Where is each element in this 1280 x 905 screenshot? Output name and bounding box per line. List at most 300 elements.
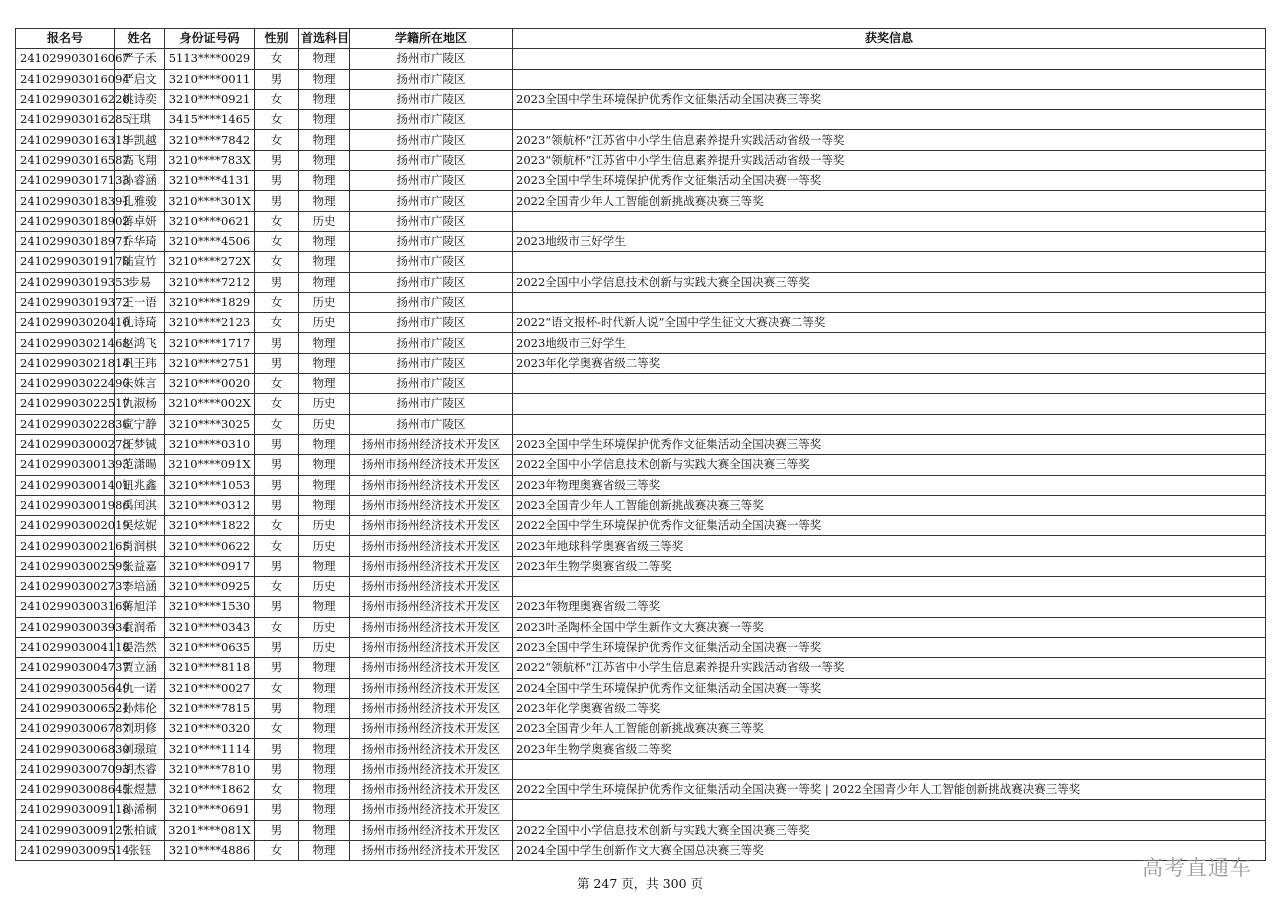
cell-name: 孙睿涵 bbox=[115, 171, 165, 191]
cell-awards: 2024全国中学生环境保护优秀作文征集活动全国决赛一等奖 bbox=[513, 678, 1266, 698]
cell-region: 扬州市扬州经济技术开发区 bbox=[350, 495, 513, 515]
cell-awards: 2022“领航杯”江苏省中小学生信息素养提升实践活动省级一等奖 bbox=[513, 658, 1266, 678]
cell-gender: 女 bbox=[255, 231, 299, 251]
cell-registration-no: 241029903003169 bbox=[16, 597, 115, 617]
table-row bbox=[16, 313, 1266, 333]
cell-awards: 2023年化学奥赛省级二等奖 bbox=[513, 353, 1266, 373]
cell-id-number: 3210****272X bbox=[165, 252, 255, 272]
table-row bbox=[16, 840, 1266, 860]
cell-subject: 物理 bbox=[299, 89, 350, 109]
cell-id-number: 3210****7212 bbox=[165, 272, 255, 292]
cell-registration-no: 241029903022836 bbox=[16, 414, 115, 434]
cell-region: 扬州市扬州经济技术开发区 bbox=[350, 536, 513, 556]
cell-registration-no: 241029903022517 bbox=[16, 394, 115, 414]
cell-awards: 2024全国中学生创新作文大赛全国总决赛三等奖 bbox=[513, 840, 1266, 860]
cell-region: 扬州市广陵区 bbox=[350, 191, 513, 211]
cell-awards: 2023地级市三好学生 bbox=[513, 333, 1266, 353]
cell-subject: 物理 bbox=[299, 495, 350, 515]
cell-subject: 物理 bbox=[299, 719, 350, 739]
cell-gender: 男 bbox=[255, 191, 299, 211]
cell-subject: 物理 bbox=[299, 475, 350, 495]
cell-id-number: 3210****4886 bbox=[165, 840, 255, 860]
cell-region: 扬州市扬州经济技术开发区 bbox=[350, 637, 513, 657]
cell-subject: 物理 bbox=[299, 434, 350, 454]
cell-gender: 女 bbox=[255, 313, 299, 333]
cell-awards: 2023年地球科学奥赛省级三等奖 bbox=[513, 536, 1266, 556]
cell-region: 扬州市广陵区 bbox=[350, 272, 513, 292]
cell-registration-no: 241029903000278 bbox=[16, 434, 115, 454]
cell-subject: 物理 bbox=[299, 272, 350, 292]
table-body bbox=[16, 49, 1266, 861]
cell-name: 李培涵 bbox=[115, 577, 165, 597]
cell-subject: 历史 bbox=[299, 617, 350, 637]
cell-subject: 物理 bbox=[299, 658, 350, 678]
cell-gender: 男 bbox=[255, 556, 299, 576]
cell-name: 刘玥修 bbox=[115, 719, 165, 739]
table-row bbox=[16, 577, 1266, 597]
cell-id-number: 3210****0343 bbox=[165, 617, 255, 637]
cell-name: 胡杰睿 bbox=[115, 759, 165, 779]
cell-id-number: 3210****8118 bbox=[165, 658, 255, 678]
cell-awards: 2023全国青少年人工智能创新挑战赛决赛三等奖 bbox=[513, 495, 1266, 515]
cell-name: 孔雅骏 bbox=[115, 191, 165, 211]
cell-region: 扬州市广陵区 bbox=[350, 353, 513, 373]
cell-subject: 物理 bbox=[299, 171, 350, 191]
cell-id-number: 3210****0917 bbox=[165, 556, 255, 576]
cell-registration-no: 241029903001393 bbox=[16, 455, 115, 475]
table-row bbox=[16, 637, 1266, 657]
cell-awards bbox=[513, 414, 1266, 434]
cell-subject: 物理 bbox=[299, 556, 350, 576]
cell-subject: 物理 bbox=[299, 759, 350, 779]
cell-gender: 男 bbox=[255, 475, 299, 495]
cell-name: 乔华琦 bbox=[115, 231, 165, 251]
cell-name: 肖润棋 bbox=[115, 536, 165, 556]
cell-region: 扬州市扬州经济技术开发区 bbox=[350, 719, 513, 739]
cell-id-number: 3210****0027 bbox=[165, 678, 255, 698]
cell-name: 孙炜伦 bbox=[115, 698, 165, 718]
cell-awards: 2022全国中小学信息技术创新与实践大赛全国决赛三等奖 bbox=[513, 455, 1266, 475]
table-row bbox=[16, 658, 1266, 678]
table-row bbox=[16, 252, 1266, 272]
cell-name: 王一语 bbox=[115, 292, 165, 312]
cell-gender: 男 bbox=[255, 597, 299, 617]
cell-subject: 物理 bbox=[299, 455, 350, 475]
cell-subject: 物理 bbox=[299, 353, 350, 373]
table-row bbox=[16, 820, 1266, 840]
cell-gender: 男 bbox=[255, 171, 299, 191]
cell-name: 仇一诺 bbox=[115, 678, 165, 698]
table-row bbox=[16, 333, 1266, 353]
cell-registration-no: 241029903016226 bbox=[16, 89, 115, 109]
cell-subject: 历史 bbox=[299, 313, 350, 333]
cell-region: 扬州市扬州经济技术开发区 bbox=[350, 840, 513, 860]
cell-region: 扬州市扬州经济技术开发区 bbox=[350, 556, 513, 576]
cell-gender: 男 bbox=[255, 434, 299, 454]
cell-id-number: 3201****081X bbox=[165, 820, 255, 840]
cell-name: 毕凯越 bbox=[115, 130, 165, 150]
cell-registration-no: 241029903006830 bbox=[16, 739, 115, 759]
table-row bbox=[16, 719, 1266, 739]
cell-region: 扬州市广陵区 bbox=[350, 171, 513, 191]
table-row bbox=[16, 617, 1266, 637]
cell-name: 步易 bbox=[115, 272, 165, 292]
cell-awards: 2023全国中学生环境保护优秀作文征集活动全国决赛一等奖 bbox=[513, 637, 1266, 657]
cell-id-number: 3210****0691 bbox=[165, 800, 255, 820]
cell-region: 扬州市扬州经济技术开发区 bbox=[350, 516, 513, 536]
table-row bbox=[16, 394, 1266, 414]
cell-id-number: 3210****0622 bbox=[165, 536, 255, 556]
cell-name: 汪梦铖 bbox=[115, 434, 165, 454]
cell-gender: 男 bbox=[255, 820, 299, 840]
cell-id-number: 3210****1114 bbox=[165, 739, 255, 759]
table-row bbox=[16, 69, 1266, 89]
cell-name: 禹闰淇 bbox=[115, 495, 165, 515]
cell-awards: 2023全国中学生环境保护优秀作文征集活动全国决赛三等奖 bbox=[513, 434, 1266, 454]
cell-id-number: 3210****1829 bbox=[165, 292, 255, 312]
cell-subject: 物理 bbox=[299, 191, 350, 211]
cell-name: 严启文 bbox=[115, 69, 165, 89]
cell-region: 扬州市广陵区 bbox=[350, 110, 513, 130]
cell-id-number: 3210****1822 bbox=[165, 516, 255, 536]
cell-registration-no: 241029903005649 bbox=[16, 678, 115, 698]
cell-gender: 男 bbox=[255, 69, 299, 89]
cell-gender: 女 bbox=[255, 577, 299, 597]
cell-awards bbox=[513, 252, 1266, 272]
cell-gender: 女 bbox=[255, 394, 299, 414]
cell-id-number: 3210****0635 bbox=[165, 637, 255, 657]
cell-registration-no: 241029903019353 bbox=[16, 272, 115, 292]
cell-id-number: 3210****1053 bbox=[165, 475, 255, 495]
cell-gender: 男 bbox=[255, 495, 299, 515]
cell-region: 扬州市扬州经济技术开发区 bbox=[350, 678, 513, 698]
cell-subject: 物理 bbox=[299, 130, 350, 150]
cell-name: 蒋卓妍 bbox=[115, 211, 165, 231]
table-row bbox=[16, 597, 1266, 617]
cell-awards: 2023年物理奥赛省级三等奖 bbox=[513, 475, 1266, 495]
cell-registration-no: 241029903001986 bbox=[16, 495, 115, 515]
cell-name: 张益嘉 bbox=[115, 556, 165, 576]
cell-registration-no: 241029903002595 bbox=[16, 556, 115, 576]
cell-registration-no: 241029903016285 bbox=[16, 110, 115, 130]
cell-id-number: 3210****7842 bbox=[165, 130, 255, 150]
cell-id-number: 3210****7810 bbox=[165, 759, 255, 779]
table-row bbox=[16, 779, 1266, 799]
cell-subject: 物理 bbox=[299, 840, 350, 860]
table-row bbox=[16, 536, 1266, 556]
table-row bbox=[16, 130, 1266, 150]
cell-awards: 2023地级市三好学生 bbox=[513, 231, 1266, 251]
cell-gender: 男 bbox=[255, 353, 299, 373]
table-row bbox=[16, 292, 1266, 312]
cell-id-number: 3210****3025 bbox=[165, 414, 255, 434]
table-row bbox=[16, 678, 1266, 698]
cell-subject: 物理 bbox=[299, 374, 350, 394]
cell-gender: 男 bbox=[255, 739, 299, 759]
cell-region: 扬州市扬州经济技术开发区 bbox=[350, 739, 513, 759]
cell-region: 扬州市广陵区 bbox=[350, 313, 513, 333]
cell-gender: 女 bbox=[255, 516, 299, 536]
cell-name: 贾立涵 bbox=[115, 658, 165, 678]
cell-awards: 2022全国青少年人工智能创新挑战赛决赛三等奖 bbox=[513, 191, 1266, 211]
cell-id-number: 3210****4506 bbox=[165, 231, 255, 251]
cell-registration-no: 241029903008645 bbox=[16, 779, 115, 799]
cell-subject: 物理 bbox=[299, 779, 350, 799]
cell-subject: 物理 bbox=[299, 110, 350, 130]
cell-region: 扬州市广陵区 bbox=[350, 394, 513, 414]
cell-gender: 女 bbox=[255, 211, 299, 231]
cell-name: 汪琪 bbox=[115, 110, 165, 130]
cell-awards: 2022全国中小学信息技术创新与实践大赛全国决赛三等奖 bbox=[513, 272, 1266, 292]
cell-region: 扬州市广陵区 bbox=[350, 130, 513, 150]
cell-gender: 女 bbox=[255, 252, 299, 272]
cell-subject: 物理 bbox=[299, 820, 350, 840]
cell-gender: 女 bbox=[255, 110, 299, 130]
cell-subject: 物理 bbox=[299, 231, 350, 251]
cell-awards: 2023“领航杯”江苏省中小学生信息素养提升实践活动省级一等奖 bbox=[513, 130, 1266, 150]
table-row bbox=[16, 89, 1266, 109]
cell-awards bbox=[513, 394, 1266, 414]
cell-id-number: 3210****783X bbox=[165, 150, 255, 170]
cell-id-number: 3210****0312 bbox=[165, 495, 255, 515]
table-row bbox=[16, 434, 1266, 454]
cell-region: 扬州市扬州经济技术开发区 bbox=[350, 475, 513, 495]
cell-subject: 历史 bbox=[299, 637, 350, 657]
table-row bbox=[16, 211, 1266, 231]
cell-gender: 男 bbox=[255, 800, 299, 820]
cell-subject: 历史 bbox=[299, 577, 350, 597]
cell-region: 扬州市扬州经济技术开发区 bbox=[350, 434, 513, 454]
table-row bbox=[16, 374, 1266, 394]
cell-awards: 2023年生物学奥赛省级二等奖 bbox=[513, 556, 1266, 576]
cell-name: 宣宁静 bbox=[115, 414, 165, 434]
cell-registration-no: 241029903006521 bbox=[16, 698, 115, 718]
cell-awards: 2023全国青少年人工智能创新挑战赛决赛三等奖 bbox=[513, 719, 1266, 739]
cell-awards: 2022全国中学生环境保护优秀作文征集活动全国决赛一等奖 | 2022全国青少年人工智能创新挑战赛决赛三等奖 bbox=[513, 779, 1266, 799]
table-row bbox=[16, 516, 1266, 536]
table-row bbox=[16, 353, 1266, 373]
cell-region: 扬州市扬州经济技术开发区 bbox=[350, 577, 513, 597]
cell-name: 张煜慧 bbox=[115, 779, 165, 799]
cell-awards: 2023全国中学生环境保护优秀作文征集活动全国决赛三等奖 bbox=[513, 89, 1266, 109]
cell-id-number: 3210****002X bbox=[165, 394, 255, 414]
cell-registration-no: 241029903002737 bbox=[16, 577, 115, 597]
cell-id-number: 3210****0921 bbox=[165, 89, 255, 109]
cell-gender: 男 bbox=[255, 637, 299, 657]
cell-region: 扬州市广陵区 bbox=[350, 49, 513, 69]
cell-id-number: 3210****0011 bbox=[165, 69, 255, 89]
cell-name: 钮兆鑫 bbox=[115, 475, 165, 495]
header-name: 姓名 bbox=[115, 29, 165, 49]
cell-region: 扬州市广陵区 bbox=[350, 414, 513, 434]
cell-awards bbox=[513, 211, 1266, 231]
header-awards: 获奖信息 bbox=[513, 29, 1266, 49]
cell-id-number: 3210****1717 bbox=[165, 333, 255, 353]
cell-registration-no: 241029903021468 bbox=[16, 333, 115, 353]
cell-gender: 女 bbox=[255, 130, 299, 150]
cell-gender: 女 bbox=[255, 89, 299, 109]
cell-id-number: 3210****1530 bbox=[165, 597, 255, 617]
cell-region: 扬州市广陵区 bbox=[350, 89, 513, 109]
cell-registration-no: 241029903021814 bbox=[16, 353, 115, 373]
table-row bbox=[16, 414, 1266, 434]
cell-subject: 物理 bbox=[299, 698, 350, 718]
cell-awards: 2023全国中学生环境保护优秀作文征集活动全国决赛一等奖 bbox=[513, 171, 1266, 191]
cell-id-number: 3210****7815 bbox=[165, 698, 255, 718]
cell-id-number: 3210****0310 bbox=[165, 434, 255, 454]
cell-gender: 男 bbox=[255, 150, 299, 170]
cell-gender: 女 bbox=[255, 719, 299, 739]
table-row bbox=[16, 455, 1266, 475]
cell-registration-no: 241029903016094 bbox=[16, 69, 115, 89]
cell-name: 晏浩然 bbox=[115, 637, 165, 657]
cell-region: 扬州市扬州经济技术开发区 bbox=[350, 820, 513, 840]
header-id-number: 身份证号码 bbox=[165, 29, 255, 49]
cell-region: 扬州市扬州经济技术开发区 bbox=[350, 800, 513, 820]
table-row bbox=[16, 171, 1266, 191]
cell-id-number: 3210****0621 bbox=[165, 211, 255, 231]
cell-id-number: 3415****1465 bbox=[165, 110, 255, 130]
cell-gender: 男 bbox=[255, 455, 299, 475]
page-footer: 第 247 页，共 300 页 bbox=[576, 876, 704, 891]
cell-name: 仇淑杨 bbox=[115, 394, 165, 414]
cell-name: 孙浠桐 bbox=[115, 800, 165, 820]
cell-awards bbox=[513, 49, 1266, 69]
cell-registration-no: 241029903002165 bbox=[16, 536, 115, 556]
cell-id-number: 3210****091X bbox=[165, 455, 255, 475]
cell-registration-no: 241029903002019 bbox=[16, 516, 115, 536]
cell-registration-no: 241029903016587 bbox=[16, 150, 115, 170]
cell-subject: 物理 bbox=[299, 150, 350, 170]
cell-gender: 女 bbox=[255, 374, 299, 394]
cell-name: 张柏诚 bbox=[115, 820, 165, 840]
table-row bbox=[16, 759, 1266, 779]
cell-gender: 女 bbox=[255, 536, 299, 556]
cell-gender: 女 bbox=[255, 292, 299, 312]
cell-awards bbox=[513, 759, 1266, 779]
header-registration-no: 报名号 bbox=[16, 29, 115, 49]
cell-gender: 女 bbox=[255, 779, 299, 799]
cell-awards bbox=[513, 69, 1266, 89]
table-row bbox=[16, 272, 1266, 292]
cell-subject: 历史 bbox=[299, 292, 350, 312]
header-gender: 性别 bbox=[255, 29, 299, 49]
cell-registration-no: 241029903007093 bbox=[16, 759, 115, 779]
cell-name: 张钰 bbox=[115, 840, 165, 860]
cell-region: 扬州市广陵区 bbox=[350, 211, 513, 231]
cell-registration-no: 241029903006787 bbox=[16, 719, 115, 739]
cell-subject: 物理 bbox=[299, 252, 350, 272]
cell-region: 扬州市扬州经济技术开发区 bbox=[350, 779, 513, 799]
cell-name: 陆宣竹 bbox=[115, 252, 165, 272]
cell-gender: 女 bbox=[255, 414, 299, 434]
cell-region: 扬州市广陵区 bbox=[350, 231, 513, 251]
cell-name: 范潇暘 bbox=[115, 455, 165, 475]
cell-registration-no: 241029903016067 bbox=[16, 49, 115, 69]
cell-awards bbox=[513, 292, 1266, 312]
cell-awards: 2022全国中小学信息技术创新与实践大赛全国决赛三等奖 bbox=[513, 820, 1266, 840]
cell-id-number: 3210****2751 bbox=[165, 353, 255, 373]
cell-awards: 2022全国中学生环境保护优秀作文征集活动全国决赛一等奖 bbox=[513, 516, 1266, 536]
cell-awards: 2023年生物学奥赛省级二等奖 bbox=[513, 739, 1266, 759]
cell-id-number: 3210****301X bbox=[165, 191, 255, 211]
cell-id-number: 3210****0925 bbox=[165, 577, 255, 597]
cell-subject: 历史 bbox=[299, 211, 350, 231]
cell-region: 扬州市扬州经济技术开发区 bbox=[350, 759, 513, 779]
table-row bbox=[16, 49, 1266, 69]
cell-awards bbox=[513, 110, 1266, 130]
cell-name: 孔诗琦 bbox=[115, 313, 165, 333]
cell-region: 扬州市扬州经济技术开发区 bbox=[350, 455, 513, 475]
cell-registration-no: 241029903022490 bbox=[16, 374, 115, 394]
cell-subject: 物理 bbox=[299, 678, 350, 698]
table-row bbox=[16, 556, 1266, 576]
cell-registration-no: 241029903018391 bbox=[16, 191, 115, 211]
cell-subject: 历史 bbox=[299, 516, 350, 536]
cell-region: 扬州市广陵区 bbox=[350, 150, 513, 170]
cell-name: 朱姝言 bbox=[115, 374, 165, 394]
cell-registration-no: 241029903016313 bbox=[16, 130, 115, 150]
cell-gender: 男 bbox=[255, 759, 299, 779]
cell-name: 吴炫妮 bbox=[115, 516, 165, 536]
cell-registration-no: 241029903003934 bbox=[16, 617, 115, 637]
table-row bbox=[16, 191, 1266, 211]
cell-region: 扬州市扬州经济技术开发区 bbox=[350, 597, 513, 617]
watermark: 高考直通车 bbox=[1142, 856, 1252, 880]
cell-registration-no: 241029903004737 bbox=[16, 658, 115, 678]
header-region: 学籍所在地区 bbox=[350, 29, 513, 49]
cell-subject: 历史 bbox=[299, 394, 350, 414]
cell-region: 扬州市广陵区 bbox=[350, 69, 513, 89]
cell-awards bbox=[513, 374, 1266, 394]
cell-region: 扬州市广陵区 bbox=[350, 333, 513, 353]
cell-name: 袁润希 bbox=[115, 617, 165, 637]
cell-registration-no: 241029903020410 bbox=[16, 313, 115, 333]
cell-id-number: 3210****2123 bbox=[165, 313, 255, 333]
cell-gender: 女 bbox=[255, 840, 299, 860]
cell-registration-no: 241029903017133 bbox=[16, 171, 115, 191]
cell-name: 严子禾 bbox=[115, 49, 165, 69]
cell-subject: 物理 bbox=[299, 597, 350, 617]
cell-gender: 女 bbox=[255, 678, 299, 698]
cell-region: 扬州市扬州经济技术开发区 bbox=[350, 698, 513, 718]
cell-id-number: 3210****0020 bbox=[165, 374, 255, 394]
cell-registration-no: 241029903001401 bbox=[16, 475, 115, 495]
cell-subject: 历史 bbox=[299, 536, 350, 556]
cell-gender: 男 bbox=[255, 658, 299, 678]
table-row bbox=[16, 231, 1266, 251]
table-row bbox=[16, 739, 1266, 759]
cell-subject: 物理 bbox=[299, 49, 350, 69]
cell-gender: 女 bbox=[255, 617, 299, 637]
cell-name: 高飞翔 bbox=[115, 150, 165, 170]
cell-name: 刘璟瑄 bbox=[115, 739, 165, 759]
cell-registration-no: 241029903009118 bbox=[16, 800, 115, 820]
cell-registration-no: 241029903018902 bbox=[16, 211, 115, 231]
cell-subject: 物理 bbox=[299, 333, 350, 353]
table-row bbox=[16, 698, 1266, 718]
cell-awards bbox=[513, 800, 1266, 820]
cell-gender: 男 bbox=[255, 333, 299, 353]
awards-table bbox=[15, 28, 1266, 861]
cell-gender: 男 bbox=[255, 272, 299, 292]
cell-region: 扬州市扬州经济技术开发区 bbox=[350, 658, 513, 678]
cell-region: 扬州市广陵区 bbox=[350, 292, 513, 312]
cell-awards: 2023“领航杯”江苏省中小学生信息素养提升实践活动省级一等奖 bbox=[513, 150, 1266, 170]
cell-awards: 2023年物理奥赛省级二等奖 bbox=[513, 597, 1266, 617]
cell-registration-no: 241029903019178 bbox=[16, 252, 115, 272]
cell-registration-no: 241029903004118 bbox=[16, 637, 115, 657]
